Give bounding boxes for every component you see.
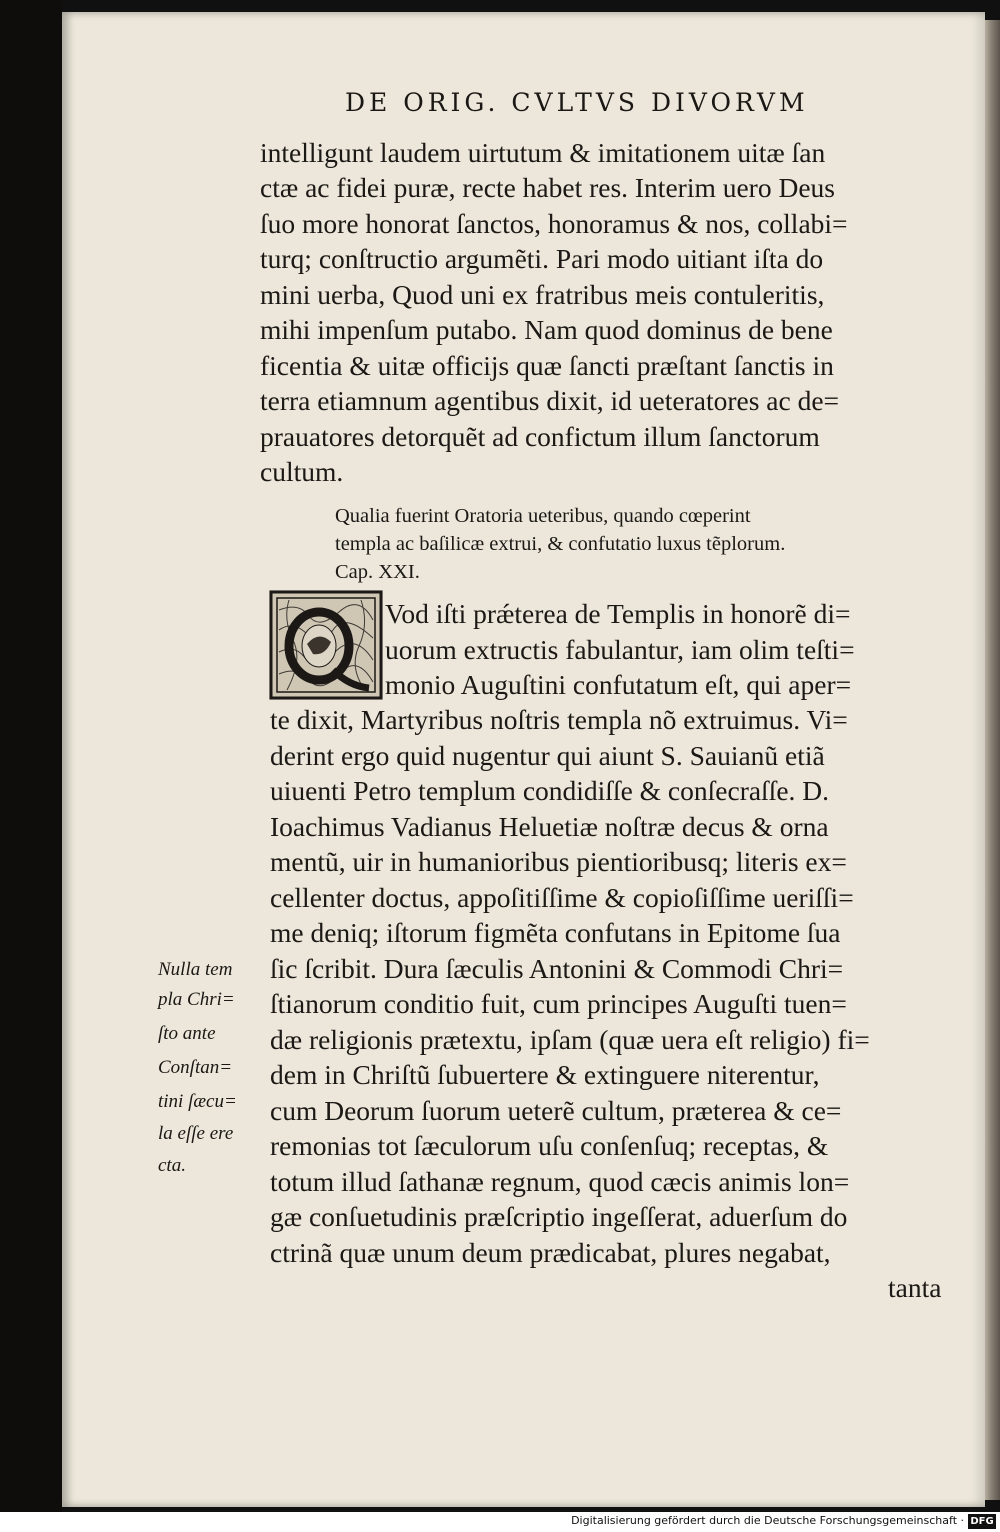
text-line: ſic ſcribit. Dura ſæculis Antonini & Commodi Chri= [270, 953, 844, 984]
text-line: ſuo more honorat ſanctos, honoramus & nos, collabi= [260, 208, 848, 239]
text-line: prauatores detorquẽt ad confictum illum ſanctorum [260, 421, 820, 452]
marginal-note-line: tini ſæcu= [158, 1091, 237, 1112]
text-line: intelligunt laudem uirtutum & imitationem uitæ ſan [260, 137, 826, 168]
text-line: Ioachimus Vadianus Heluetiæ noſtræ decus & orna [270, 811, 829, 842]
text-line: mentũ, uir in humanioribus pientioribusq; literis ex= [270, 846, 847, 877]
marginal-note-line: pla Chri= [158, 989, 235, 1010]
catchword: tanta [888, 1272, 942, 1303]
dfg-logo: DFG [968, 1514, 996, 1529]
text-line: ctrinã quæ unum deum prædicabat, plures negabat, [270, 1237, 831, 1268]
page-edge [985, 20, 1000, 1500]
text-line: totum illud ſathanæ regnum, quod cæcis animis lon= [270, 1166, 850, 1197]
footer-bar [0, 1512, 1000, 1532]
decorated-initial-q [269, 590, 383, 700]
running-head: DE ORIG. CVLTVS DIVORVM [345, 88, 809, 117]
marginal-note-line: cta. [158, 1155, 186, 1176]
text-line: gæ conſuetudinis præſcriptio ingeſſerat, aduerſum do [270, 1201, 848, 1232]
text-line: derint ergo quid nugentur qui aiunt S. Sauianũ etiã [270, 740, 825, 771]
marginal-note-line: Conſtan= [158, 1057, 233, 1078]
text-line: cellenter doctus, appoſitiſſime & copioſiſſime ueriſſi= [270, 882, 854, 913]
text-line: ficentia & uitæ officijs quæ ſancti præſtant ſanctis in [260, 350, 834, 381]
marginal-note-line: Nulla tem [158, 959, 233, 980]
text-line: cum Deorum ſuorum ueterẽ cultum, præterea & ce= [270, 1095, 842, 1126]
text-line: monio Auguſtini confutatum eſt, qui aper= [385, 669, 852, 700]
text-line: terra etiamnum agentibus dixit, id ueteratores ac de= [260, 385, 840, 416]
text-line: mihi impenſum putabo. Nam quod dominus de bene [260, 314, 833, 345]
text-line: ſtianorum conditio fuit, cum principes Auguſti tuen= [270, 988, 847, 1019]
text-line: te dixit, Martyribus noſtris templa nõ extruimus. Vi= [270, 704, 848, 735]
text-line: me deniq; iſtorum figmẽta confutans in Epitome ſua [270, 917, 841, 948]
marginal-note-line: ſto ante [158, 1023, 216, 1044]
text-line: dæ religionis prætextu, ipſam (quæ uera eſt religio) fi= [270, 1024, 870, 1055]
chapter-number: Cap. XXI. [335, 561, 420, 583]
scan-background-left [0, 0, 62, 1512]
chapter-caption-line: Qualia fuerint Oratoria ueteribus, quando cœperint [335, 505, 751, 527]
text-line: turq; conſtructio argumẽti. Pari modo uitiant iſta do [260, 243, 824, 274]
chapter-caption-line: templa ac baſilicæ extrui, & confutatio luxus tẽplorum. [335, 533, 786, 555]
marginal-note-line: la eſſe ere [158, 1123, 234, 1144]
text-line: cultum. [260, 456, 344, 487]
text-line: Vod iſti prǽterea de Templis in honorẽ di= [385, 598, 851, 629]
footer-funding-text: Digitalisierung gefördert durch die Deutsche Forschungsgemeinschaft · [571, 1514, 964, 1527]
text-line: dem in Chriſtũ ſubuertere & extinguere niterentur, [270, 1059, 820, 1090]
text-line: mini uerba, Quod uni ex fratribus meis contuleritis, [260, 279, 825, 310]
text-line: ctæ ac fidei puræ, recte habet res. Interim uero Deus [260, 172, 835, 203]
text-line: uiuenti Petro templum condidiſſe & conſecraſſe. D. [270, 775, 830, 806]
text-line: uorum extructis fabulantur, iam olim teſti= [385, 634, 855, 665]
text-line: remonias tot ſæculorum uſu conſenſuq; receptas, & [270, 1130, 829, 1161]
